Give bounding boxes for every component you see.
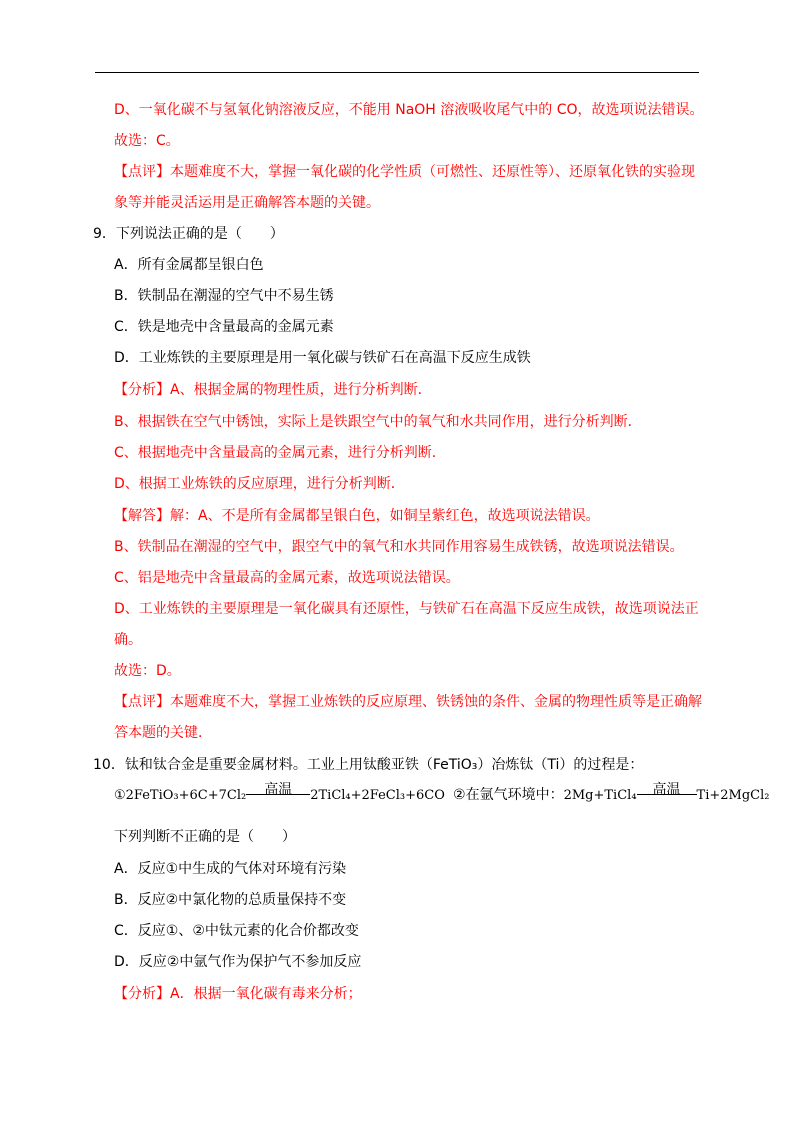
solution-line: D、工业炼铁的主要原理是一氧化碳具有还原性，与铁矿石在高温下反应生成铁，故选项说法正	[114, 601, 699, 617]
analysis-line: B、根据铁在空气中锈蚀，实际上是铁跟空气中的氧气和水共同作用，进行分析判断．	[114, 414, 642, 430]
solution-line: 【解答】解：A、不是所有金属都呈银白色，如铜呈紫红色，故选项说法错误。	[114, 508, 600, 524]
text-line: 【点评】本题难度不大，掌握一氧化碳的化学性质（可燃性、还原性等）、还原氧化铁的实验现	[114, 164, 695, 180]
option-a: A．所有金属都呈银白色	[114, 257, 264, 273]
question-10-prompt: 下列判断不正确的是（ ）	[114, 829, 296, 845]
equation-1-products: 2TiCl₄+2FeCl₃+6CO	[310, 788, 445, 803]
condition-label: 高温	[652, 782, 681, 798]
option-d: D．反应②中氩气作为保护气不参加反应	[114, 954, 362, 970]
solution-line: 确。	[114, 632, 142, 648]
equation-2-condition	[637, 782, 697, 799]
solution-line: B、铁制品在潮湿的空气中，跟空气中的氧气和水共同作用容易生成铁锈，故选项说法错误。	[114, 539, 684, 555]
text-line: 象等并能灵活运用是正确解答本题的关键。	[114, 195, 380, 211]
analysis-line: 【分析】A．根据一氧化碳有毒来分析；	[114, 986, 362, 1002]
equation-2-prefix: ②在氩气环境中：	[453, 787, 564, 803]
analysis-line: D、根据工业炼铁的反应原理，进行分析判断．	[114, 476, 405, 492]
option-c: C．铁是地壳中含量最高的金属元素	[114, 319, 334, 335]
solution-line: C、铝是地壳中含量最高的金属元素，故选项说法错误。	[114, 570, 460, 586]
option-b: B．反应②中氯化物的总质量保持不变	[114, 892, 347, 908]
reaction-arrow	[246, 794, 310, 795]
option-d: D．工业炼铁的主要原理是用一氧化碳与铁矿石在高温下反应生成铁	[114, 350, 531, 366]
equation-1-reactants: ①2FeTiO₃+6C+7Cl₂	[114, 788, 247, 803]
equation-1-condition	[246, 782, 310, 799]
comment-line: 答本题的关键．	[114, 725, 212, 741]
question-10-stem: 10．钛和钛合金是重要金属材料。工业上用钛酸亚铁（FeTiO₃）冶炼钛（Ti）的过程是：	[93, 757, 644, 773]
equation-2-products: Ti+2MgCl₂	[696, 788, 770, 803]
reaction-arrow	[637, 794, 697, 795]
comment-line: 【点评】本题难度不大，掌握工业炼铁的反应原理、铁锈蚀的条件、金属的物理性质等是正确解	[114, 694, 702, 710]
text-line: 故选：C。	[114, 133, 180, 149]
header-rule	[95, 72, 699, 73]
condition-label: 高温	[264, 782, 293, 798]
reaction-equations	[114, 784, 770, 804]
option-a: A．反应①中生成的气体对环境有污染	[114, 861, 347, 877]
text-line: D、一氧化碳不与氢氧化钠溶液反应，不能用 NaOH 溶液吸收尾气中的 CO，故选项说法错误。	[114, 102, 704, 118]
answer-line: 故选：D。	[114, 663, 181, 679]
analysis-line: C、根据地壳中含量最高的金属元素，进行分析判断．	[114, 445, 446, 461]
option-b: B．铁制品在潮湿的空气中不易生锈	[114, 288, 334, 304]
equation-2-reactants: 2Mg+TiCl₄	[563, 788, 637, 803]
analysis-line: 【分析】A、根据金属的物理性质，进行分析判断．	[114, 382, 432, 398]
question-9-stem: 9．下列说法正确的是（ ）	[93, 226, 284, 242]
option-c: C．反应①、②中钛元素的化合价都改变	[114, 923, 359, 939]
